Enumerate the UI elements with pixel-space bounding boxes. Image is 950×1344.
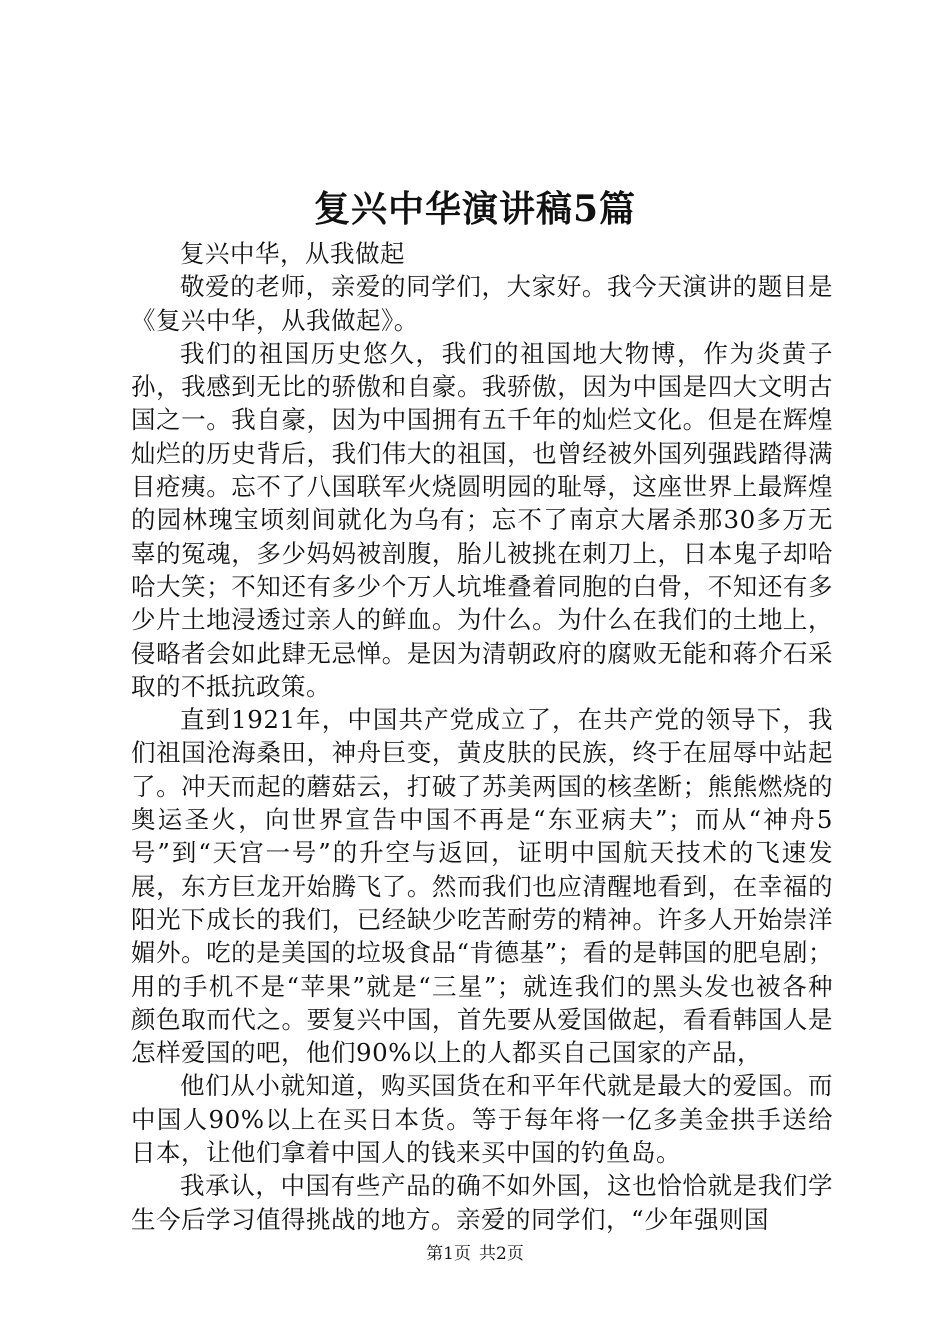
paragraph-challenge: 我承认，中国有些产品的确不如外国，这也恰恰就是我们学生今后学习值得挑战的地方。亲爱的同学们，“少年强则国 xyxy=(131,1171,833,1234)
paragraph-subtitle: 复兴中华，从我做起 xyxy=(180,239,405,268)
document-title: 复兴中华演讲稿5篇 xyxy=(313,188,637,230)
paragraph-history: 我们的祖国历史悠久，我们的祖国地大物博，作为炎黄子孙，我感到无比的骄傲和自豪。我骄傲，因为中国是四大文明古国之一。我自豪，因为中国拥有五千年的灿烂文化。但是在辉煌灿烂的历史背后，我们伟大的祖国，也曾经被外国列强践踏得满目疮痍。忘不了八国联军火烧圆明园的耻辱，这座世界上最辉煌的园林瑰宝顷刻间就化为乌有；忘不了南京大屠杀那30多万无辜的冤魂，多少妈妈被剖腹，胎儿被挑在刺刀上，日本鬼子却哈哈大笑；不知还有多少个万人坑堆叠着同胞的白骨，不知还有多少片土地浸透过亲人的鲜血。为什么。为什么在我们的土地上，侵略者会如此肆无忌惮。是因为清朝政府的腐败无能和蒋介石采取的不抵抗政策。 xyxy=(131,338,833,701)
document-body xyxy=(131,237,833,1236)
paragraph-patriotism: 他们从小就知道，购买国货在和平年代就是最大的爱国。而中国人90%以上在买日本货。等于每年将一亿多美金拱手送给日本，让他们拿着中国人的钱来买中国的钓鱼岛。 xyxy=(131,1071,833,1168)
page-footer xyxy=(0,1242,950,1266)
paragraph-rise: 直到1921年，中国共产党成立了，在共产党的领导下，我们祖国沧海桑田，神舟巨变，黄皮肤的民族，终于在屈辱中站起了。冲天而起的蘑菇云，打破了苏美两国的核垄断；熊熊燃烧的奥运圣火，向世界宣告中国不再是“东亚病夫”；而从“神舟5号”到“天宫一号”的升空与返回，证明中国航天技术的飞速发展，东方巨龙开始腾飞了。然而我们也应清醒地看到，在幸福的阳光下成长的我们，已经缺少吃苦耐劳的精神。许多人开始崇洋媚外。吃的是美国的垃圾食品“肯德基”；看的是韩国的肥皂剧；用的手机不是“苹果”就是“三星”；就连我们的黑头发也被各种颜色取而代之。要复兴中国，首先要从爱国做起，看看韩国人是怎样爱国的吧，他们90%以上的人都买自己国家的产品， xyxy=(131,705,833,1068)
paragraph-greeting: 敬爱的老师，亲爱的同学们，大家好。我今天演讲的题目是《复兴中华，从我做起》。 xyxy=(131,272,833,335)
page-total: 共2页 xyxy=(479,1244,524,1264)
page-number: 第1页 xyxy=(426,1244,471,1264)
